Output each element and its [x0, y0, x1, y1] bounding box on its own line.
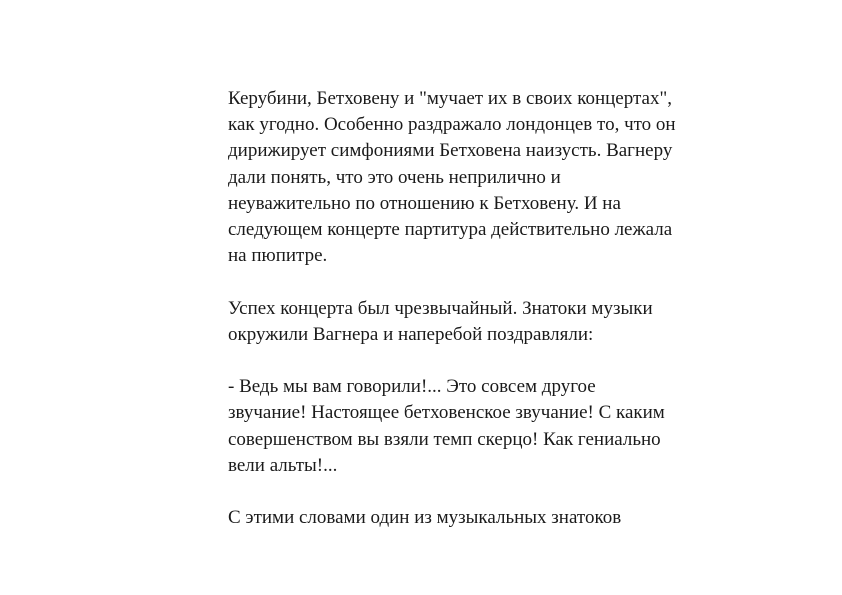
paragraph-4 — [228, 505, 788, 531]
text-line: Керубини, Бетховену и "мучает их в своих концертах", — [228, 88, 672, 109]
text-line: окружили Вагнера и наперебой поздравляли: — [228, 323, 594, 345]
text-line: дали понять, что это очень неприлично и — [228, 166, 561, 188]
text-line: - Ведь мы вам говорили!... Это совсем другое — [228, 376, 596, 398]
text-line: следующем концерте партитура действительно лежала — [228, 219, 673, 241]
text-line: как угодно. Особенно раздражало лондонцев то, что он — [228, 114, 676, 136]
text-line: дирижирует симфониями Бетховена наизусть. Вагнеру — [228, 140, 673, 162]
text-line: С этими словами один из музыкальных знатоков — [228, 507, 622, 529]
text-body — [228, 86, 788, 558]
text-line: вели альты!... — [228, 454, 338, 476]
paragraph-2 — [228, 296, 788, 348]
text-line: на пюпитре. — [228, 245, 328, 267]
text-line: совершенством вы взяли темп скерцо! Как гениально — [228, 428, 661, 450]
text-line: Успех концерта был чрезвычайный. Знатоки музыки — [228, 297, 653, 319]
text-line: звучание! Настоящее бетховенское звучание! С каким — [228, 402, 665, 424]
paragraph-1 — [228, 86, 788, 269]
paragraph-3 — [228, 374, 788, 479]
text-line: неуважительно по отношению к Бетховену. И на — [228, 192, 621, 214]
